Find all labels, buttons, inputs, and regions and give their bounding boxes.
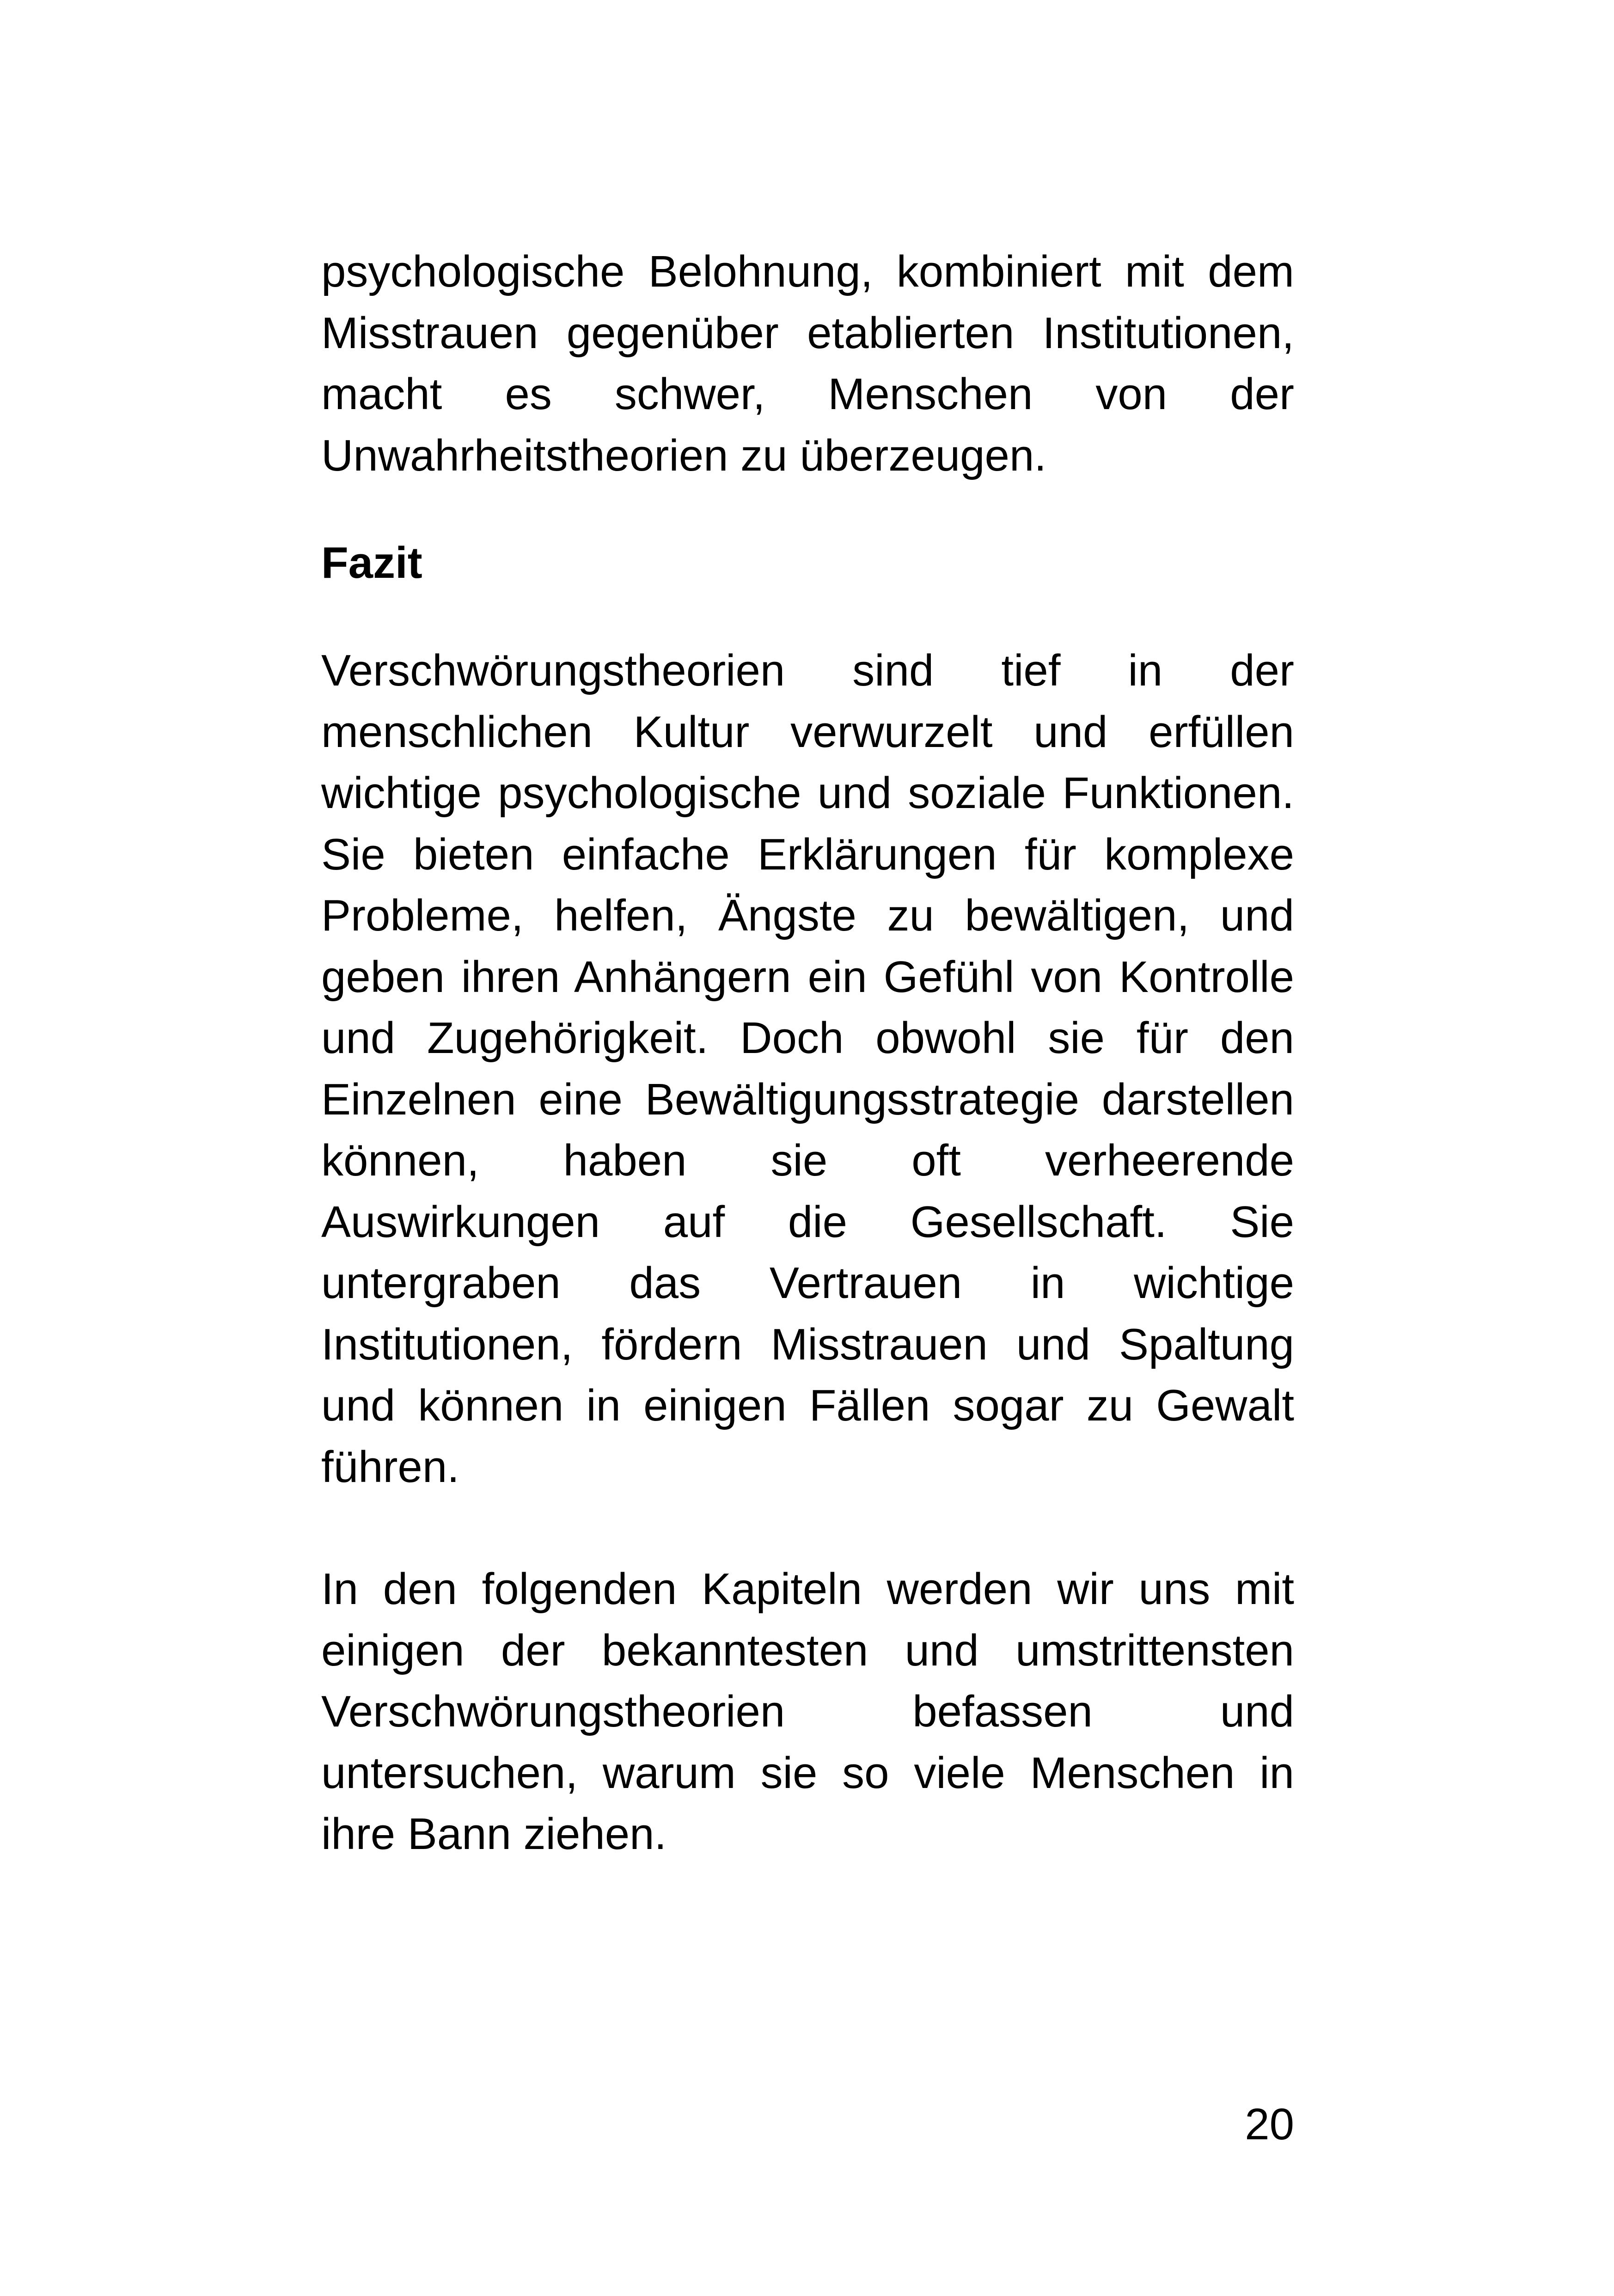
paragraph-intro: psychologische Belohnung, kombiniert mit dem Misstrauen gegenüber etablierten Institutionen, macht es schwer, Menschen von der Unwahrheitstheorien zu überzeugen.	[321, 247, 1294, 480]
section-heading: Fazit	[321, 538, 422, 588]
paragraph-conclusion: Verschwörungstheorien sind tief in der menschlichen Kultur verwurzelt und erfüllen wichtige psychologische und soziale Funktionen. Sie bieten einfache Erklärungen für komplexe Probleme, helfen, Ängste zu bewältigen, und geben ihren Anhängern ein Gefühl von Kontrolle und Zugehörigkeit. Doch obwohl sie für den Einzelnen eine Bewältigungsstrategie darstellen können, haben sie oft verheerende Auswirkungen auf die Gesellschaft. Sie untergraben das Vertrauen in wichtige Institutionen, fördern Misstrauen und Spaltung und können in einigen Fällen sogar zu Gewalt führen.	[321, 646, 1294, 1492]
page-number: 20	[1245, 2100, 1294, 2149]
paragraph-outlook: In den folgenden Kapiteln werden wir uns mit einigen der bekanntesten und umstrittensten Verschwörungstheorien befassen und untersuchen, warum sie so viele Menschen in ihre Bann ziehen.	[321, 1564, 1294, 1859]
